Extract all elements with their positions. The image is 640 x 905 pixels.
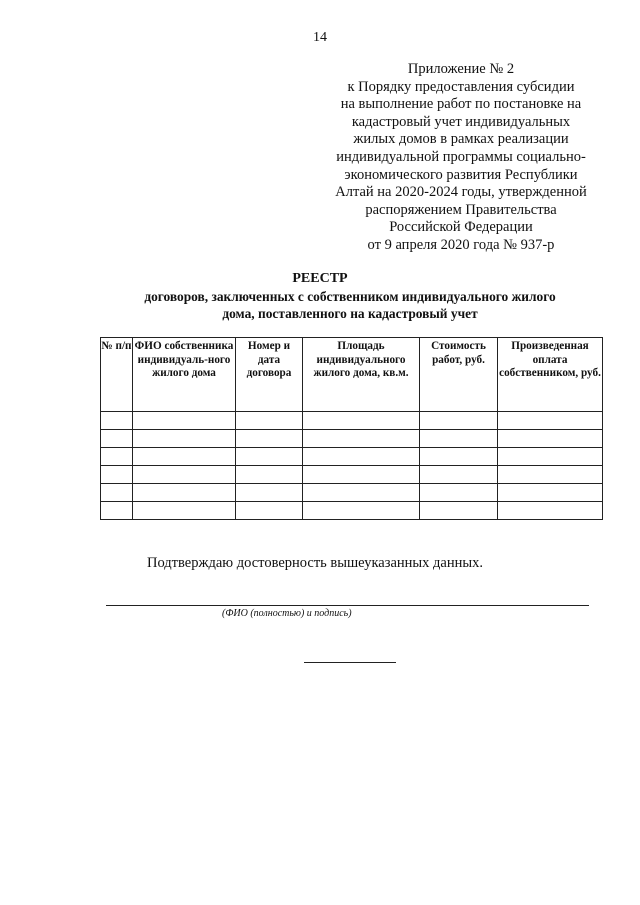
table-cell[interactable] — [133, 502, 236, 520]
appendix-line: Алтай на 2020-2024 годы, утвержденной — [335, 184, 587, 201]
signature-caption: (ФИО (полностью) и подпись) — [222, 608, 352, 619]
table-cell[interactable] — [303, 430, 420, 448]
appendix-line: жилых домов в рамках реализации — [353, 131, 569, 148]
table-cell[interactable] — [498, 430, 603, 448]
table-row — [101, 466, 603, 484]
appendix-line: индивидуальной программы социально- — [336, 148, 586, 165]
table-header-row — [101, 338, 603, 412]
table-cell[interactable] — [420, 430, 498, 448]
registry-subtitle — [60, 288, 640, 322]
appendix-line: экономического развития Республики — [344, 166, 578, 183]
table-cell[interactable] — [101, 502, 133, 520]
table-row — [101, 484, 603, 502]
registry-title: РЕЕСТР — [292, 271, 348, 286]
header-cell-owner-name: ФИО собственника индивидуаль-ного жилого дома — [133, 338, 236, 412]
table-cell[interactable] — [133, 412, 236, 430]
table-cell[interactable] — [303, 484, 420, 502]
table-cell[interactable] — [236, 484, 303, 502]
page-number: 14 — [313, 30, 327, 45]
table-cell[interactable] — [236, 466, 303, 484]
table-cell[interactable] — [133, 430, 236, 448]
table-cell[interactable] — [303, 466, 420, 484]
table-cell[interactable] — [236, 412, 303, 430]
appendix-line: распоряжением Правительства — [365, 201, 557, 218]
table-cell[interactable] — [101, 466, 133, 484]
header-cell-number: № п/п — [101, 338, 133, 412]
table-cell[interactable] — [420, 412, 498, 430]
registry-subtitle-line: дома, поставленного на кадастровый учет — [222, 306, 478, 321]
table-cell[interactable] — [420, 502, 498, 520]
table-cell[interactable] — [420, 466, 498, 484]
appendix-line: к Порядку предоставления субсидии — [347, 78, 575, 95]
registry-subtitle-line: договоров, заключенных с собственником индивидуального жилого — [144, 289, 556, 304]
confirmation-text: Подтверждаю достоверность вышеуказанных данных. — [147, 555, 483, 571]
table-cell[interactable] — [133, 484, 236, 502]
signature-line — [106, 605, 589, 606]
table-body — [101, 412, 603, 520]
appendix-line: Российской Федерации — [389, 219, 533, 236]
table-cell[interactable] — [133, 448, 236, 466]
header-cell-cost: Стоимость работ, руб. — [420, 338, 498, 412]
header-cell-area: Площадь индивидуального жилого дома, кв.м. — [303, 338, 420, 412]
table-cell[interactable] — [236, 430, 303, 448]
table-cell[interactable] — [498, 484, 603, 502]
registry-table — [100, 337, 603, 520]
table-row — [101, 502, 603, 520]
appendix-header — [325, 61, 597, 255]
table-cell[interactable] — [101, 448, 133, 466]
table-cell[interactable] — [236, 502, 303, 520]
table-cell[interactable] — [101, 412, 133, 430]
table-cell[interactable] — [498, 466, 603, 484]
table-row — [101, 412, 603, 430]
table-cell[interactable] — [303, 412, 420, 430]
table-cell[interactable] — [498, 502, 603, 520]
table-row — [101, 448, 603, 466]
appendix-line: кадастровый учет индивидуальных — [351, 113, 571, 130]
table-cell[interactable] — [420, 484, 498, 502]
header-cell-payment: Произведенная оплата собственником, руб. — [498, 338, 603, 412]
appendix-line: на выполнение работ по постановке на — [340, 96, 582, 113]
table-cell[interactable] — [133, 466, 236, 484]
table-cell[interactable] — [498, 412, 603, 430]
end-divider — [304, 662, 396, 663]
table-cell[interactable] — [236, 448, 303, 466]
header-cell-contract: Номер и дата договора — [236, 338, 303, 412]
table-cell[interactable] — [420, 448, 498, 466]
appendix-line: Приложение № 2 — [407, 61, 515, 77]
table-cell[interactable] — [498, 448, 603, 466]
table-row — [101, 430, 603, 448]
table-cell[interactable] — [303, 502, 420, 520]
table-cell[interactable] — [101, 484, 133, 502]
table-cell[interactable] — [303, 448, 420, 466]
appendix-line: от 9 апреля 2020 года № 937-р — [367, 236, 555, 253]
table-cell[interactable] — [101, 430, 133, 448]
